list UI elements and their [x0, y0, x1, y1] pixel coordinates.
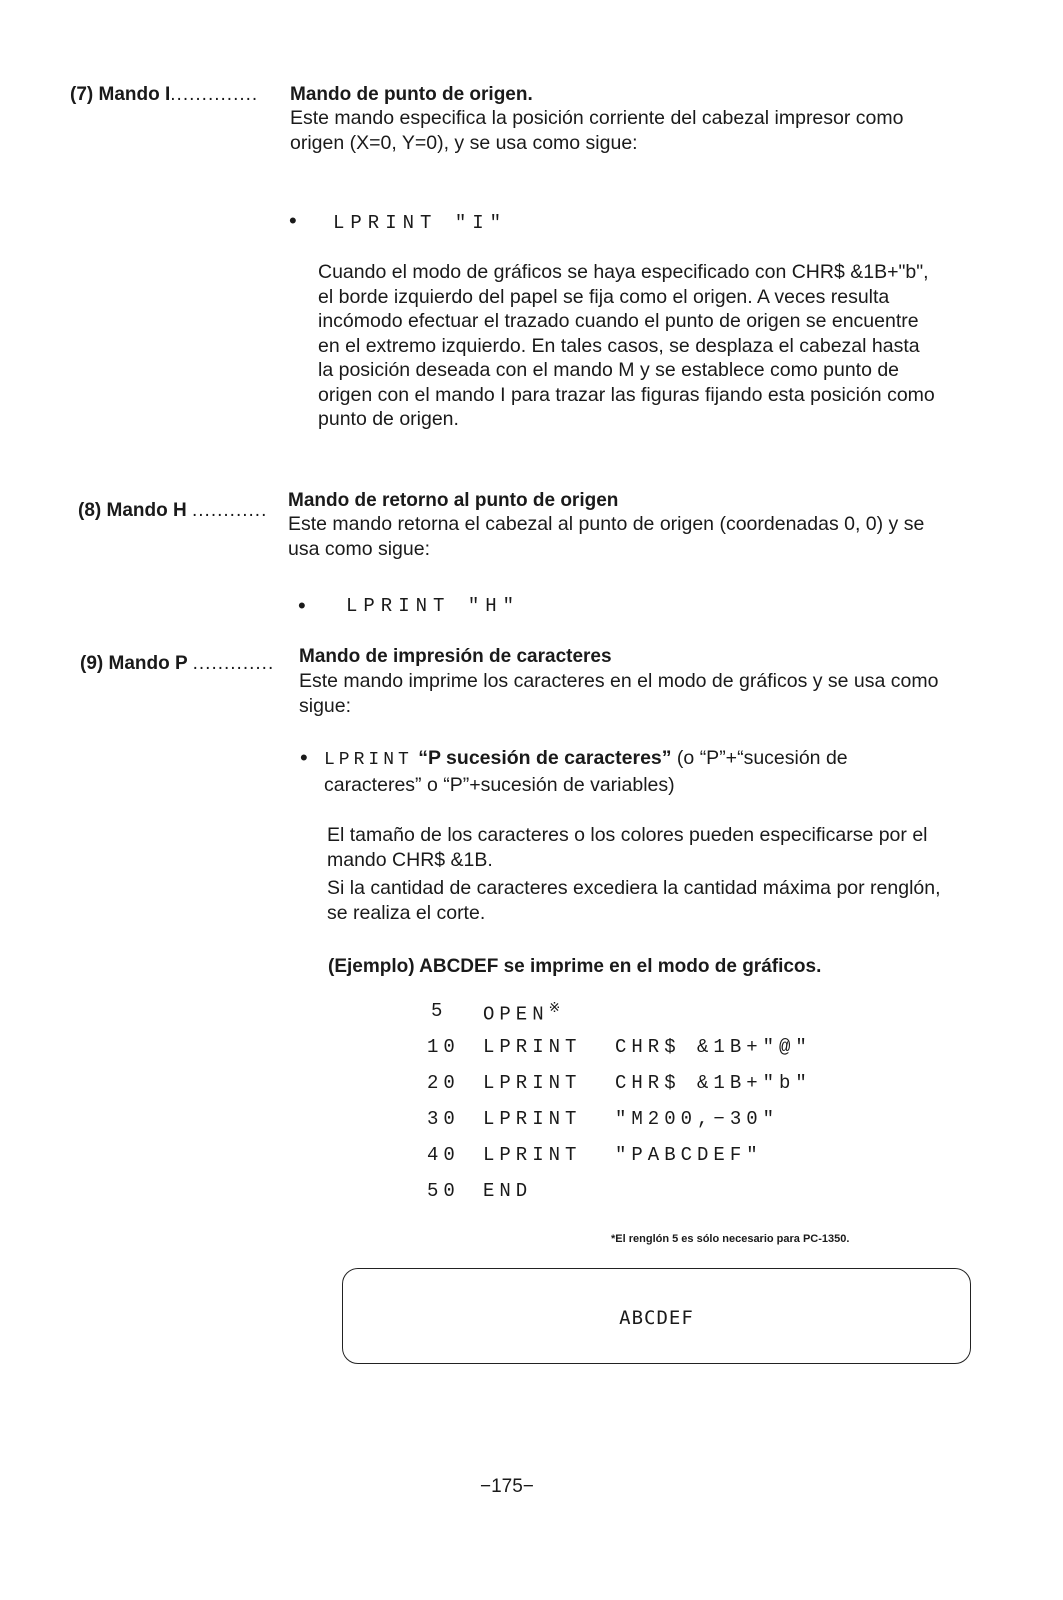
section-9-command-alternatives: (o “P”+“sucesión de caracteres” o “P”+sucesión de variables)	[324, 747, 848, 796]
reference-mark: ※	[548, 1001, 561, 1017]
program-argument: CHR$ &1B+"b"	[615, 1072, 812, 1094]
program-argument: "PABCDEF"	[615, 1144, 763, 1166]
section-7-label	[70, 84, 258, 106]
section-9-heading: Mando de impresión de caracteres	[299, 646, 612, 667]
page-number: −175−	[480, 1476, 534, 1497]
section-9-body: Este mando imprime los caracteres en el modo de gráficos y se usa como sigue:	[299, 670, 939, 717]
section-7-bullet: •	[289, 208, 297, 233]
program-line-number: 40	[427, 1144, 460, 1166]
program-keyword: LPRINT	[483, 1072, 582, 1094]
program-line-number: 5	[431, 1000, 448, 1022]
section-7-command: LPRINT "I"	[333, 212, 508, 234]
program-line-number: 50	[427, 1180, 460, 1202]
program-line-number: 20	[427, 1072, 460, 1094]
section-9-bullet: •	[300, 745, 308, 770]
section-9-label-text: (9) Mando P	[80, 653, 188, 674]
section-7-heading: Mando de punto de origen.	[290, 84, 533, 105]
program-argument: "M200,−30"	[615, 1108, 780, 1130]
section-9-command-line	[324, 746, 944, 797]
program-listing	[427, 1000, 867, 1220]
section-8-leader-dots: ............	[192, 500, 268, 521]
section-9-description-1: El tamaño de los caracteres o los colores pueden especificarse por el mando CHR$ &1B.	[327, 824, 928, 871]
section-8-label	[78, 500, 267, 522]
example-title: (Ejemplo) ABCDEF se imprime en el modo de gráficos.	[328, 956, 822, 977]
section-9-leader-dots: .............	[192, 653, 275, 674]
section-7-body: Este mando especifica la posición corriente del cabezal impresor como origen (X=0, Y=0), y se usa como sigue:	[290, 107, 904, 154]
program-line-number: 10	[427, 1036, 460, 1058]
program-keyword: LPRINT	[483, 1108, 582, 1130]
program-keyword: LPRINT	[483, 1144, 582, 1166]
program-keyword: LPRINT	[483, 1036, 582, 1058]
printed-output-box	[342, 1268, 971, 1364]
section-8-heading: Mando de retorno al punto de origen	[288, 490, 619, 511]
section-7-leader-dots: ..............	[170, 84, 259, 105]
section-8-body: Este mando retorna el cabezal al punto de origen (coordenadas 0, 0) y se usa como sigue:	[288, 513, 925, 560]
program-keyword: END	[483, 1180, 533, 1202]
section-8-label-text: (8) Mando H	[78, 500, 187, 521]
program-keyword	[483, 1000, 560, 1025]
section-7-label-text: (7) Mando I	[70, 84, 171, 105]
footnote: *El renglón 5 es sólo necesario para PC-1350.	[611, 1233, 850, 1245]
program-keyword-text: OPEN	[483, 1003, 549, 1026]
program-line-number: 30	[427, 1108, 460, 1130]
section-8-command: LPRINT "H"	[346, 595, 521, 617]
program-argument: CHR$ &1B+"@"	[615, 1036, 812, 1058]
section-9-command-keyword: LPRINT	[324, 750, 413, 770]
section-9-description-2: Si la cantidad de caracteres excediera la cantidad máxima por renglón, se realiza el corte.	[327, 877, 941, 924]
section-9-label	[80, 653, 274, 675]
printed-output-text: ABCDEF	[619, 1307, 694, 1329]
section-8-bullet: •	[298, 593, 306, 618]
section-7-description: Cuando el modo de gráficos se haya especificado con CHR$ &1B+"b", el borde izquierdo del papel se fija como el origen. A veces resulta incómodo efectuar el trazado cuando el punto de origen se encuentre en el extremo izquierdo. En tales casos, se desplaza el cabezal hasta la posición deseada con el mando M y se establece como punto de origen con el mando I para trazar las figuras fijando esta posición como punto de origen.	[318, 261, 935, 430]
section-9-command-syntax: “P sucesión de caracteres”	[418, 747, 672, 769]
